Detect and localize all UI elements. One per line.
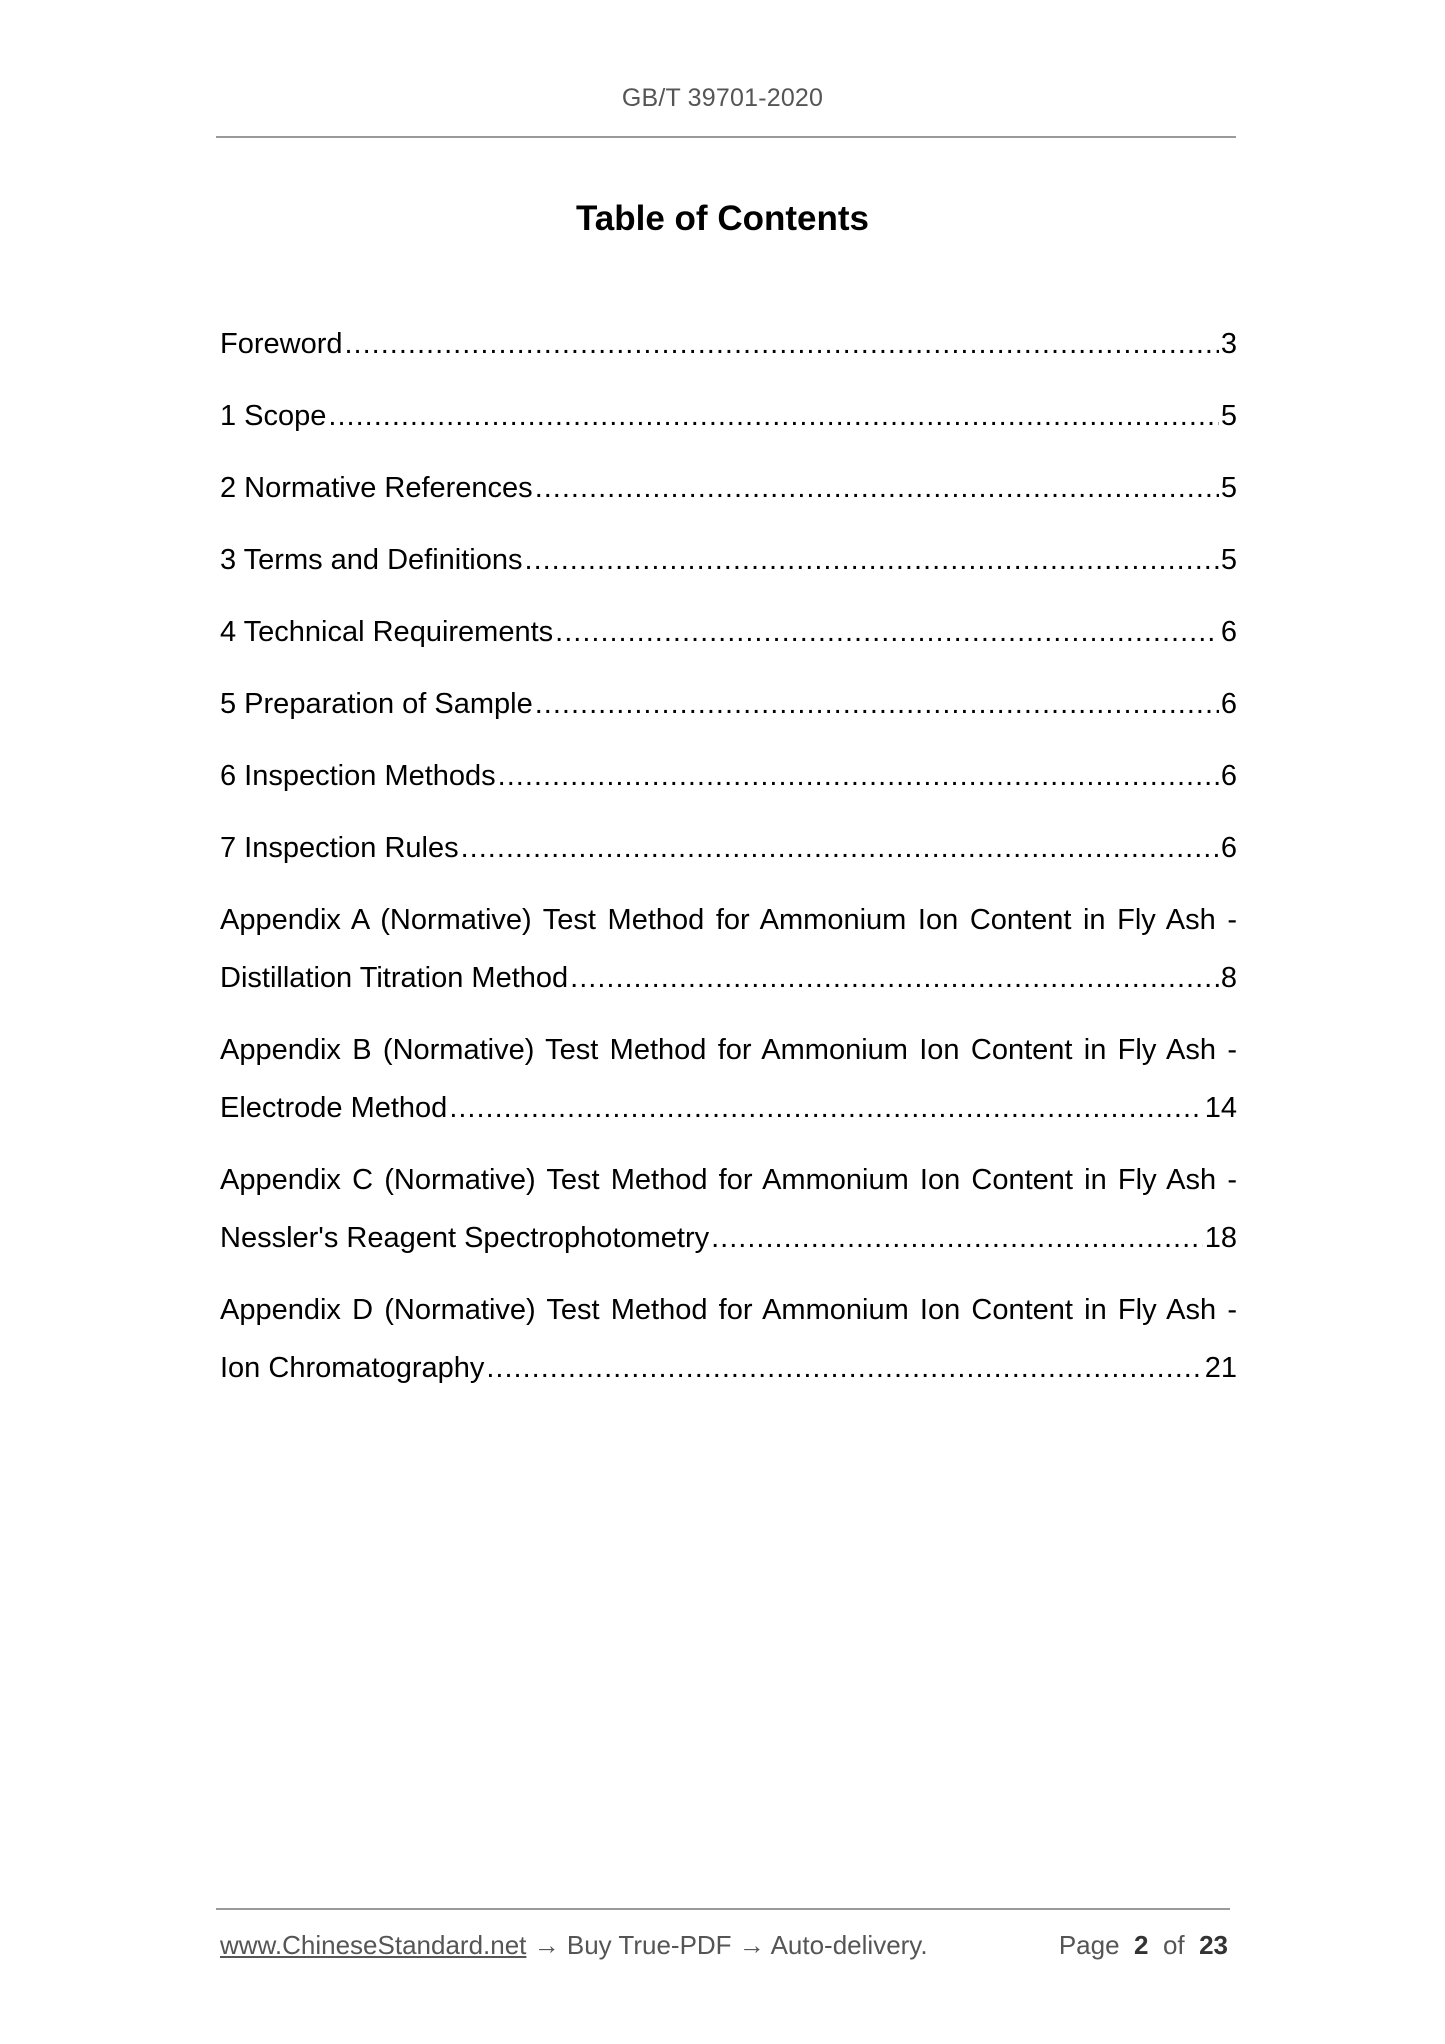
header-divider xyxy=(216,136,1236,138)
toc-entry-page: 8 xyxy=(1220,962,1237,994)
of-word: of xyxy=(1162,1930,1185,1960)
toc-entry-terms-definitions[interactable] xyxy=(220,531,1237,589)
toc-entry-page: 5 xyxy=(1220,400,1237,432)
toc-entry-label: Foreword xyxy=(220,328,343,360)
toc-entry-label-line1: Appendix D (Normative) Test Method for Ammonium Ion Content in Fly Ash - xyxy=(220,1294,1237,1326)
dot-leader xyxy=(555,603,1219,661)
dot-leader xyxy=(535,675,1219,733)
promo-text: → Buy True-PDF → Auto-delivery. xyxy=(526,1930,928,1960)
toc-entry-label-line2: Nessler's Reagent Spectrophotometry xyxy=(220,1222,710,1254)
toc-entry-preparation-of-sample[interactable] xyxy=(220,675,1237,733)
toc-entry-label-line2: Ion Chromatography xyxy=(220,1352,485,1384)
toc-entry-inspection-rules[interactable] xyxy=(220,819,1237,877)
toc-entry-page: 6 xyxy=(1220,616,1237,648)
toc-entry-foreword[interactable] xyxy=(220,315,1237,373)
toc-entry-page: 5 xyxy=(1220,544,1237,576)
table-of-contents xyxy=(220,315,1237,1397)
toc-entry-page: 6 xyxy=(1220,832,1237,864)
toc-entry-label: 6 Inspection Methods xyxy=(220,760,496,792)
document-header-id: GB/T 39701-2020 xyxy=(621,84,824,112)
toc-entry-appendix-d[interactable] xyxy=(220,1281,1237,1397)
footer-divider xyxy=(216,1908,1230,1910)
toc-entry-normative-references[interactable] xyxy=(220,459,1237,517)
page-counter xyxy=(1059,1925,1228,1965)
dot-leader xyxy=(345,315,1219,373)
toc-entry-scope[interactable] xyxy=(220,387,1237,445)
dot-leader xyxy=(711,1209,1203,1267)
toc-entry-label: 4 Technical Requirements xyxy=(220,616,554,648)
toc-entry-appendix-c[interactable] xyxy=(220,1151,1237,1267)
page-total: 23 xyxy=(1199,1930,1228,1960)
dot-leader xyxy=(486,1339,1202,1397)
page-word: Page xyxy=(1058,1930,1120,1960)
toc-entry-page: 3 xyxy=(1220,328,1237,360)
toc-entry-label-line1: Appendix B (Normative) Test Method for Ammonium Ion Content in Fly Ash - xyxy=(220,1034,1237,1066)
toc-entry-label: 3 Terms and Definitions xyxy=(220,544,523,576)
toc-entry-page: 14 xyxy=(1204,1092,1237,1124)
toc-entry-label-line1: Appendix A (Normative) Test Method for Ammonium Ion Content in Fly Ash - xyxy=(220,904,1237,936)
toc-title: Table of Contents xyxy=(576,199,869,238)
toc-entry-label-line1: Appendix C (Normative) Test Method for Ammonium Ion Content in Fly Ash - xyxy=(220,1164,1237,1196)
toc-entry-label-line2: Distillation Titration Method xyxy=(220,962,569,994)
toc-entry-technical-requirements[interactable] xyxy=(220,603,1237,661)
footer-promo xyxy=(220,1925,928,1965)
dot-leader xyxy=(449,1079,1202,1137)
dot-leader xyxy=(525,531,1219,589)
dot-leader xyxy=(535,459,1219,517)
page-current: 2 xyxy=(1134,1930,1149,1960)
toc-entry-page: 18 xyxy=(1204,1222,1237,1254)
site-link[interactable]: www.ChineseStandard.net xyxy=(220,1930,527,1960)
toc-entry-appendix-b[interactable] xyxy=(220,1021,1237,1137)
toc-entry-page: 5 xyxy=(1220,472,1237,504)
toc-entry-label: 2 Normative References xyxy=(220,472,533,504)
dot-leader xyxy=(498,747,1219,805)
page-footer xyxy=(220,1925,1230,1965)
dot-leader xyxy=(461,819,1219,877)
toc-entry-label: 7 Inspection Rules xyxy=(220,832,459,864)
toc-entry-appendix-a[interactable] xyxy=(220,891,1237,1007)
toc-entry-inspection-methods[interactable] xyxy=(220,747,1237,805)
toc-entry-page: 6 xyxy=(1220,760,1237,792)
toc-entry-label: 5 Preparation of Sample xyxy=(220,688,533,720)
toc-entry-label-line2: Electrode Method xyxy=(220,1092,448,1124)
toc-entry-label: 1 Scope xyxy=(220,400,327,432)
dot-leader xyxy=(570,949,1219,1007)
toc-entry-page: 21 xyxy=(1204,1352,1237,1384)
toc-entry-page: 6 xyxy=(1220,688,1237,720)
dot-leader xyxy=(328,387,1218,445)
